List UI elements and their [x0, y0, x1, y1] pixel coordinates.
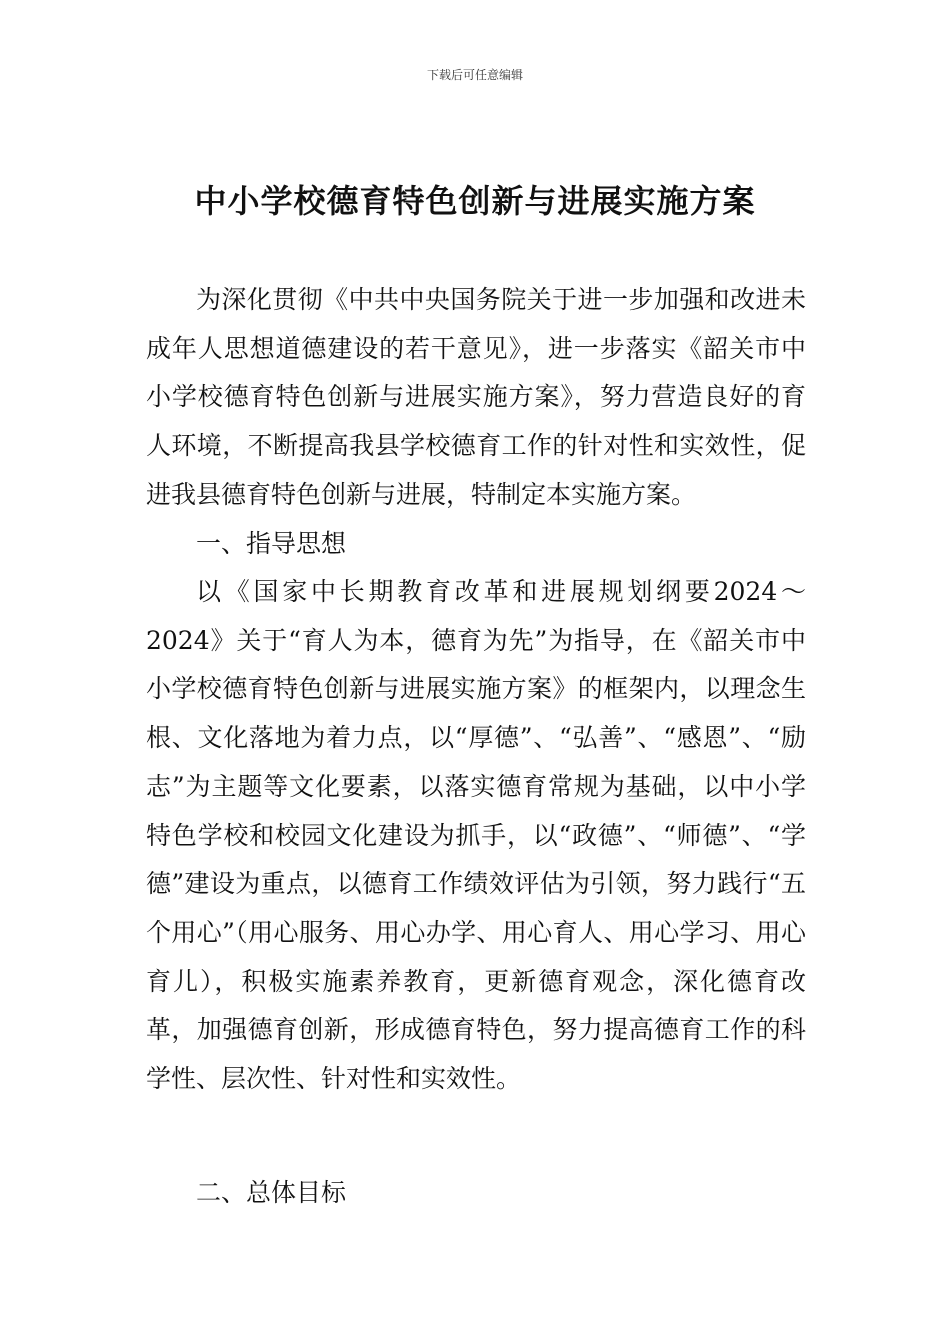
- section-heading-overall-goals: 二、总体目标: [196, 1178, 347, 1207]
- document-title: 中小学校德育特色创新与进展实施方案: [194, 182, 756, 220]
- section-heading-guiding-ideology: 一、指导思想: [196, 529, 347, 558]
- header-note: 下载后可任意编辑: [426, 68, 523, 82]
- guiding-ideology-paragraph: 以《国家中长期教育改革和进展规划纲要2024～2024》关于“育人为本，德育为先”为指导，在《韶关市中小学校德育特色创新与进展实施方案》的框架内，以理念生根、文化落地为着力点，以“厚德”、“弘善”、“感恩”、“励志”为主题等文化要素，以落实德育常规为基础，以中小学特色学校和校园文化建设为抓手，以“政德”、“师德”、“学德”建设为重点，以德育工作绩效评估为引领，努力践行“五个用心”（用心服务、用心办学、用心育人、用心学习、用心育儿），积极实施素养教育，更新德育观念，深化德育改革，加强德育创新，形成德育特色，努力提高德育工作的科学性、层次性、针对性和实效性。: [146, 577, 806, 1094]
- intro-paragraph: 为深化贯彻《中共中央国务院关于进一步加强和改进未成年人思想道德建设的若干意见》，进一步落实《韶关市中小学校德育特色创新与进展实施方案》，努力营造良好的育人环境，不断提高我县学校德育工作的针对性和实效性，促进我县德育特色创新与进展，特制定本实施方案。: [146, 285, 806, 509]
